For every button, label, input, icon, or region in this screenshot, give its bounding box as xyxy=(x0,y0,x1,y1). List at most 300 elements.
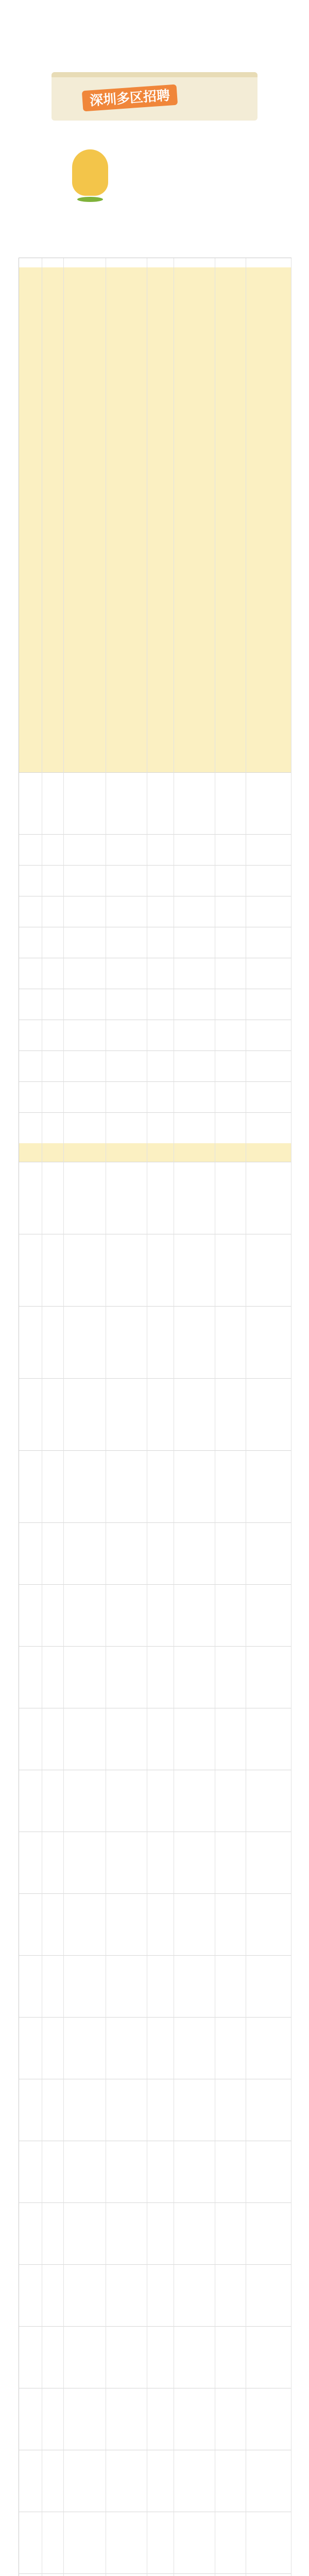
table-cell xyxy=(63,2141,106,2202)
table-cell xyxy=(42,350,64,422)
table-cell xyxy=(42,865,64,896)
duck-mascot-icon xyxy=(72,149,108,196)
table-cell xyxy=(63,1646,106,1708)
table-cell xyxy=(174,2264,215,2326)
table-cell xyxy=(147,927,174,958)
table-cell xyxy=(147,2388,174,2450)
table-cell xyxy=(215,1153,246,1162)
mascot-line xyxy=(113,139,242,150)
table-cell xyxy=(106,1584,147,1646)
table-cell xyxy=(42,2512,64,2573)
table-row xyxy=(19,1050,291,1082)
table-cell xyxy=(215,958,246,989)
table-cell xyxy=(106,1153,147,1162)
table-cell xyxy=(215,350,246,422)
table-cell xyxy=(19,1143,42,1153)
table-cell xyxy=(106,772,147,834)
table-cell xyxy=(19,1112,42,1143)
table-cell xyxy=(147,2141,174,2202)
table-cell xyxy=(147,525,174,556)
table-row xyxy=(19,258,291,268)
table-cell xyxy=(63,267,106,350)
table-cell xyxy=(106,1020,147,1050)
table-cell xyxy=(215,1378,246,1450)
table-cell xyxy=(246,1378,291,1450)
table-cell xyxy=(147,1162,174,1234)
table-cell xyxy=(19,1584,42,1646)
table-cell xyxy=(215,649,246,710)
table-cell xyxy=(106,1050,147,1081)
table-cell xyxy=(106,1450,147,1522)
table-cell xyxy=(215,1893,246,1955)
table-row xyxy=(19,1153,291,1162)
table-cell xyxy=(63,1708,106,1770)
table-cell xyxy=(147,1646,174,1708)
table-cell xyxy=(42,1153,64,1162)
table-cell xyxy=(63,958,106,989)
table-cell xyxy=(215,1708,246,1770)
table-cell xyxy=(42,1050,64,1081)
table-cell xyxy=(147,422,174,494)
table-cell xyxy=(246,834,291,865)
table-cell xyxy=(19,1378,42,1450)
table-cell xyxy=(42,618,64,649)
table-cell xyxy=(246,2573,291,2576)
table-cell xyxy=(42,2017,64,2079)
table-cell xyxy=(174,422,215,494)
table-cell xyxy=(246,494,291,525)
table-cell xyxy=(215,1050,246,1081)
table-cell xyxy=(174,2388,215,2450)
table-cell xyxy=(42,927,64,958)
table-cell xyxy=(174,556,215,618)
table-cell xyxy=(106,649,147,710)
table-cell xyxy=(63,2202,106,2264)
table-cell xyxy=(147,350,174,422)
table-cell xyxy=(42,2388,64,2450)
table-cell xyxy=(246,350,291,422)
table-cell xyxy=(215,1143,246,1153)
table-cell xyxy=(106,834,147,865)
table-cell xyxy=(106,1081,147,1112)
table-cell xyxy=(215,865,246,896)
table-cell xyxy=(42,422,64,494)
table-cell xyxy=(63,2573,106,2576)
table-cell xyxy=(174,958,215,989)
table-cell xyxy=(246,1893,291,1955)
table-cell xyxy=(19,2450,42,2512)
table-cell xyxy=(42,2141,64,2202)
table-cell xyxy=(19,2264,42,2326)
table-row xyxy=(19,556,291,618)
table-cell xyxy=(42,772,64,834)
table-cell xyxy=(147,958,174,989)
table-cell xyxy=(106,556,147,618)
table-cell xyxy=(106,865,147,896)
table-cell xyxy=(19,2202,42,2264)
table-cell xyxy=(63,1378,106,1450)
table-cell xyxy=(42,258,64,267)
table-cell xyxy=(63,1522,106,1584)
table-cell xyxy=(246,1162,291,1234)
table-row xyxy=(19,772,291,835)
table-cell xyxy=(63,2450,106,2512)
table-cell xyxy=(246,422,291,494)
table-cell xyxy=(215,2202,246,2264)
table-cell xyxy=(215,2388,246,2450)
table-cell xyxy=(174,1832,215,1893)
table-cell xyxy=(147,1143,174,1153)
table-cell xyxy=(106,896,147,927)
table-cell xyxy=(19,525,42,556)
intro-text xyxy=(0,9,309,66)
table-cell xyxy=(106,2202,147,2264)
table-cell xyxy=(147,1584,174,1646)
table-cell xyxy=(215,2326,246,2388)
table-cell xyxy=(246,2141,291,2202)
table-cell xyxy=(147,1450,174,1522)
table-cell xyxy=(63,2388,106,2450)
table-cell xyxy=(42,1081,64,1112)
table-cell xyxy=(19,422,42,494)
table-cell xyxy=(42,958,64,989)
table-cell xyxy=(106,618,147,649)
table-cell xyxy=(215,556,246,618)
table-cell xyxy=(174,258,215,267)
table-row xyxy=(19,927,291,958)
table-cell xyxy=(246,525,291,556)
table-cell xyxy=(63,1153,106,1162)
table-cell xyxy=(19,1708,42,1770)
banner-stripe xyxy=(52,72,258,77)
table-cell xyxy=(174,865,215,896)
table-cell xyxy=(19,1832,42,1893)
table-cell xyxy=(63,1770,106,1832)
table-cell xyxy=(42,1832,64,1893)
table-cell xyxy=(174,350,215,422)
table-cell xyxy=(106,1162,147,1234)
table-cell xyxy=(246,2512,291,2573)
table-cell xyxy=(106,258,147,267)
table-cell xyxy=(147,1522,174,1584)
table-cell xyxy=(246,1832,291,1893)
table-cell xyxy=(246,865,291,896)
table-cell xyxy=(19,350,42,422)
table-cell xyxy=(246,649,291,710)
table-cell xyxy=(42,2450,64,2512)
table-cell xyxy=(106,1112,147,1143)
table-cell xyxy=(19,1234,42,1306)
table-cell xyxy=(174,1893,215,1955)
table-cell xyxy=(174,2202,215,2264)
table-cell xyxy=(63,350,106,422)
table-cell xyxy=(106,2326,147,2388)
table-cell xyxy=(19,1153,42,1162)
table-cell xyxy=(174,1081,215,1112)
table-cell xyxy=(106,350,147,422)
table-row xyxy=(19,649,291,711)
table-cell xyxy=(246,710,291,772)
recruitment-banner xyxy=(52,72,258,121)
table-row xyxy=(19,1584,291,1647)
table-cell xyxy=(63,865,106,896)
table-cell xyxy=(246,1050,291,1081)
table-cell xyxy=(147,618,174,649)
table-cell xyxy=(215,2017,246,2079)
table-cell xyxy=(147,1770,174,1832)
table-cell xyxy=(246,267,291,350)
table-cell xyxy=(147,989,174,1020)
table-cell xyxy=(147,1020,174,1050)
table-cell xyxy=(42,1584,64,1646)
table-cell xyxy=(147,1081,174,1112)
table-cell xyxy=(174,1020,215,1050)
mascot-grass-icon xyxy=(77,197,103,202)
table-cell xyxy=(106,989,147,1020)
table-cell xyxy=(106,2264,147,2326)
table-cell xyxy=(19,1522,42,1584)
intro-line xyxy=(0,32,309,43)
table-cell xyxy=(19,267,42,350)
special-title xyxy=(113,184,242,196)
table-cell xyxy=(246,1153,291,1162)
table-cell xyxy=(215,1112,246,1143)
table-cell xyxy=(215,1081,246,1112)
table-cell xyxy=(215,834,246,865)
table-cell xyxy=(147,2326,174,2388)
table-cell xyxy=(246,2079,291,2141)
table-cell xyxy=(246,1234,291,1306)
table-cell xyxy=(174,2141,215,2202)
table-cell xyxy=(19,1893,42,1955)
table-cell xyxy=(19,896,42,927)
table-cell xyxy=(174,834,215,865)
mascot-text xyxy=(113,139,242,218)
table-cell xyxy=(174,989,215,1020)
table-cell xyxy=(63,422,106,494)
table-cell xyxy=(174,1234,215,1306)
table-row xyxy=(19,2202,291,2265)
table-cell xyxy=(147,1306,174,1378)
table-row xyxy=(19,1770,291,1832)
table-cell xyxy=(19,1646,42,1708)
table-cell xyxy=(42,1234,64,1306)
table-cell xyxy=(147,1955,174,2017)
table-cell xyxy=(42,2326,64,2388)
table-cell xyxy=(19,494,42,525)
table-cell xyxy=(106,1378,147,1450)
table-row xyxy=(19,2017,291,2079)
mascot-line xyxy=(113,207,242,218)
table-cell xyxy=(215,618,246,649)
table-cell xyxy=(215,494,246,525)
table-cell xyxy=(147,2202,174,2264)
table-cell xyxy=(63,710,106,772)
table-cell xyxy=(147,258,174,267)
table-cell xyxy=(174,896,215,927)
table-cell xyxy=(174,1306,215,1378)
mascot-section xyxy=(0,139,309,247)
table-row xyxy=(19,350,291,422)
table-cell xyxy=(42,267,64,350)
table-cell xyxy=(174,1770,215,1832)
table-cell xyxy=(19,1050,42,1081)
table-cell xyxy=(174,1450,215,1522)
table-cell xyxy=(19,649,42,710)
table-row xyxy=(19,1162,291,1234)
table-cell xyxy=(246,927,291,958)
table-row xyxy=(19,1832,291,1894)
table-cell xyxy=(106,1143,147,1153)
table-cell xyxy=(42,1893,64,1955)
table-cell xyxy=(106,525,147,556)
table-cell xyxy=(174,2079,215,2141)
table-cell xyxy=(246,1646,291,1708)
table-cell xyxy=(147,1112,174,1143)
table-cell xyxy=(63,2326,106,2388)
table-cell xyxy=(19,1081,42,1112)
table-cell xyxy=(106,1832,147,1893)
table-cell xyxy=(106,2450,147,2512)
intro-line xyxy=(0,9,309,21)
table-cell xyxy=(42,1646,64,1708)
table-cell xyxy=(246,618,291,649)
table-cell xyxy=(174,525,215,556)
table-cell xyxy=(63,618,106,649)
table-cell xyxy=(19,2573,42,2576)
table-cell xyxy=(63,1081,106,1112)
table-row xyxy=(19,1378,291,1451)
table-cell xyxy=(147,556,174,618)
table-cell xyxy=(174,1162,215,1234)
table-cell xyxy=(147,649,174,710)
table-cell xyxy=(63,1584,106,1646)
table-cell xyxy=(215,1646,246,1708)
table-cell xyxy=(147,896,174,927)
table-row xyxy=(19,1450,291,1523)
table-cell xyxy=(215,1522,246,1584)
table-cell xyxy=(42,1770,64,1832)
table-cell xyxy=(215,772,246,834)
table-cell xyxy=(174,927,215,958)
table-cell xyxy=(215,2079,246,2141)
table-cell xyxy=(42,1708,64,1770)
table-row xyxy=(19,2573,291,2576)
table-cell xyxy=(19,2326,42,2388)
intro-line xyxy=(0,43,309,55)
table-cell xyxy=(246,1112,291,1143)
table-cell xyxy=(42,2573,64,2576)
table-cell xyxy=(42,2079,64,2141)
table-cell xyxy=(42,525,64,556)
table-cell xyxy=(174,1153,215,1162)
table-cell xyxy=(215,1770,246,1832)
table-cell xyxy=(63,258,106,267)
table-cell xyxy=(19,772,42,834)
table-cell xyxy=(215,2450,246,2512)
table-row xyxy=(19,1646,291,1708)
table-row xyxy=(19,2512,291,2574)
table-cell xyxy=(246,989,291,1020)
table-cell xyxy=(19,710,42,772)
table-cell xyxy=(215,2141,246,2202)
table-cell xyxy=(106,2079,147,2141)
table-cell xyxy=(147,2017,174,2079)
table-cell xyxy=(215,927,246,958)
table-cell xyxy=(19,2141,42,2202)
table-cell xyxy=(147,865,174,896)
table-cell xyxy=(63,1112,106,1143)
table-cell xyxy=(106,2512,147,2573)
table-cell xyxy=(215,1584,246,1646)
table-cell xyxy=(106,2388,147,2450)
table-cell xyxy=(63,1143,106,1153)
table-row xyxy=(19,834,291,866)
table-cell xyxy=(147,267,174,350)
table-cell xyxy=(63,772,106,834)
table-cell xyxy=(19,927,42,958)
table-cell xyxy=(174,710,215,772)
table-cell xyxy=(19,1770,42,1832)
table-cell xyxy=(63,927,106,958)
table-row xyxy=(19,2141,291,2203)
table-row xyxy=(19,494,291,526)
table-cell xyxy=(106,2141,147,2202)
table-cell xyxy=(106,1522,147,1584)
table-row xyxy=(19,865,291,896)
table-cell xyxy=(246,1770,291,1832)
mascot-line xyxy=(113,150,242,162)
table-cell xyxy=(19,258,42,267)
table-cell xyxy=(174,1143,215,1153)
table-cell xyxy=(174,1646,215,1708)
table-cell xyxy=(174,494,215,525)
table-cell xyxy=(42,1020,64,1050)
table-cell xyxy=(174,618,215,649)
table-cell xyxy=(106,1646,147,1708)
table-row xyxy=(19,1020,291,1051)
table-cell xyxy=(215,2512,246,2573)
table-row xyxy=(19,1112,291,1144)
table-cell xyxy=(106,1770,147,1832)
mascot-line xyxy=(113,196,242,207)
table-row xyxy=(19,710,291,773)
intro-line xyxy=(0,55,309,66)
table-cell xyxy=(174,2512,215,2573)
table-cell xyxy=(63,1450,106,1522)
table-row xyxy=(19,1893,291,1956)
table-cell xyxy=(147,2573,174,2576)
table-cell xyxy=(42,1450,64,1522)
table-row xyxy=(19,1522,291,1585)
table-row xyxy=(19,422,291,495)
table-cell xyxy=(106,927,147,958)
table-cell xyxy=(246,258,291,267)
districts-line xyxy=(113,173,242,184)
table-cell xyxy=(215,1955,246,2017)
intro-line xyxy=(0,21,309,32)
table-row xyxy=(19,618,291,649)
table-cell xyxy=(174,1708,215,1770)
table-cell xyxy=(147,1050,174,1081)
table-cell xyxy=(246,2388,291,2450)
table-row xyxy=(19,267,291,350)
table-cell xyxy=(147,1378,174,1450)
table-cell xyxy=(215,1450,246,1522)
table-row xyxy=(19,1708,291,1770)
table-cell xyxy=(215,1020,246,1050)
table-cell xyxy=(63,1234,106,1306)
